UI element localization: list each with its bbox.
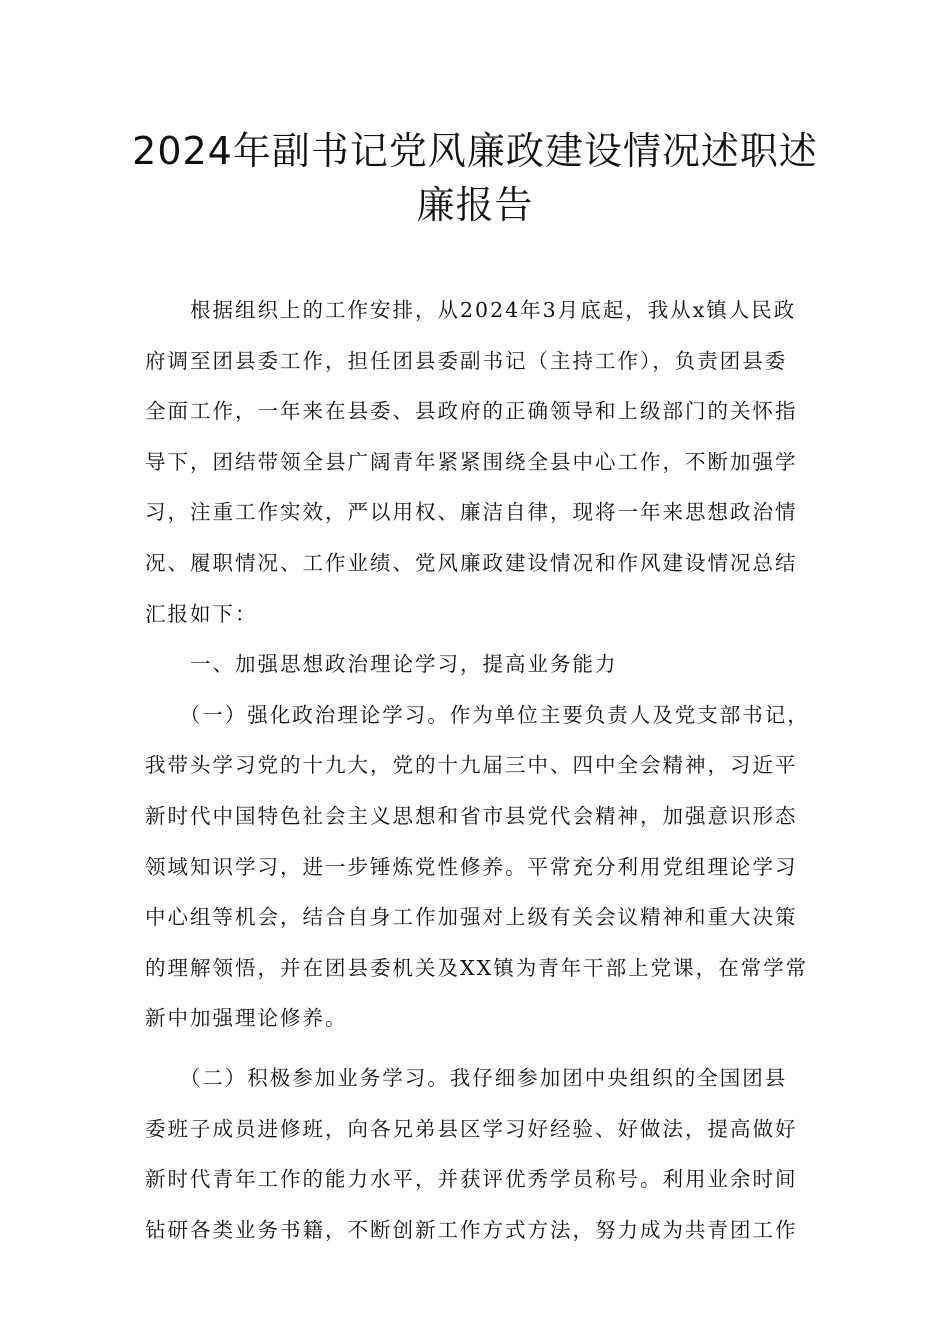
body-line: 习，注重工作实效，严以用权、廉洁自律，现将一年来思想政治情 xyxy=(145,500,798,525)
paragraph-political-study xyxy=(145,690,827,1044)
body-line: 新中加强理论修养。 xyxy=(145,1006,348,1031)
body-line: 新时代青年工作的能力水平，并获评优秀学员称号。利用业余时间 xyxy=(145,1167,798,1192)
title-line-1: 2024年副书记党风廉政建设情况述职述 xyxy=(132,129,818,173)
body-line: 新时代中国特色社会主义思想和省市县党代会精神，加强意识形态 xyxy=(145,803,798,828)
body-line: 委班子成员进修班，向各兄弟县区学习好经验、好做法，提高做好 xyxy=(145,1116,798,1141)
body-line: 汇报如下： xyxy=(145,601,258,626)
document-body xyxy=(145,285,827,1255)
paragraph-intro xyxy=(145,285,827,639)
body-line: 全面工作，一年来在县委、县政府的正确领导和上级部门的关怀指 xyxy=(145,399,798,424)
body-line: 的理解领悟，并在团县委机关及XX镇为青年干部上党课，在常学常 xyxy=(145,955,809,980)
body-line: 府调至团县委工作，担任团县委副书记（主持工作），负责团县委 xyxy=(145,348,788,373)
body-line: （二）积极参加业务学习。我仔细参加团中央组织的全国团县 xyxy=(145,1065,788,1090)
body-line: （一）强化政治理论学习。作为单位主要负责人及党支部书记， xyxy=(145,702,810,727)
title-line-2: 廉报告 xyxy=(416,183,534,227)
document-title xyxy=(100,124,850,232)
body-line: 导下，团结带领全县广阔青年紧紧围绕全县中心工作，不断加强学 xyxy=(145,449,798,474)
body-line: 一、加强思想政治理论学习，提高业务能力 xyxy=(145,652,618,677)
paragraph-business-study xyxy=(145,1053,827,1255)
body-line: 我带头学习党的十九大，党的十九届三中、四中全会精神，习近平 xyxy=(145,753,798,778)
section-heading-1 xyxy=(145,639,827,690)
body-line: 中心组等机会，结合自身工作加强对上级有关会议精神和重大决策 xyxy=(145,905,798,930)
body-line: 根据组织上的工作安排，从2024年3月底起，我从x镇人民政 xyxy=(145,298,797,322)
paragraph-gap xyxy=(145,1044,827,1053)
body-line: 况、履职情况、工作业绩、党风廉政建设情况和作风建设情况总结 xyxy=(145,550,798,575)
body-line: 钻研各类业务书籍，不断创新工作方式方法，努力成为共青团工作 xyxy=(145,1217,798,1242)
body-line: 领域知识学习，进一步锤炼党性修养。平常充分利用党组理论学习 xyxy=(145,854,798,879)
